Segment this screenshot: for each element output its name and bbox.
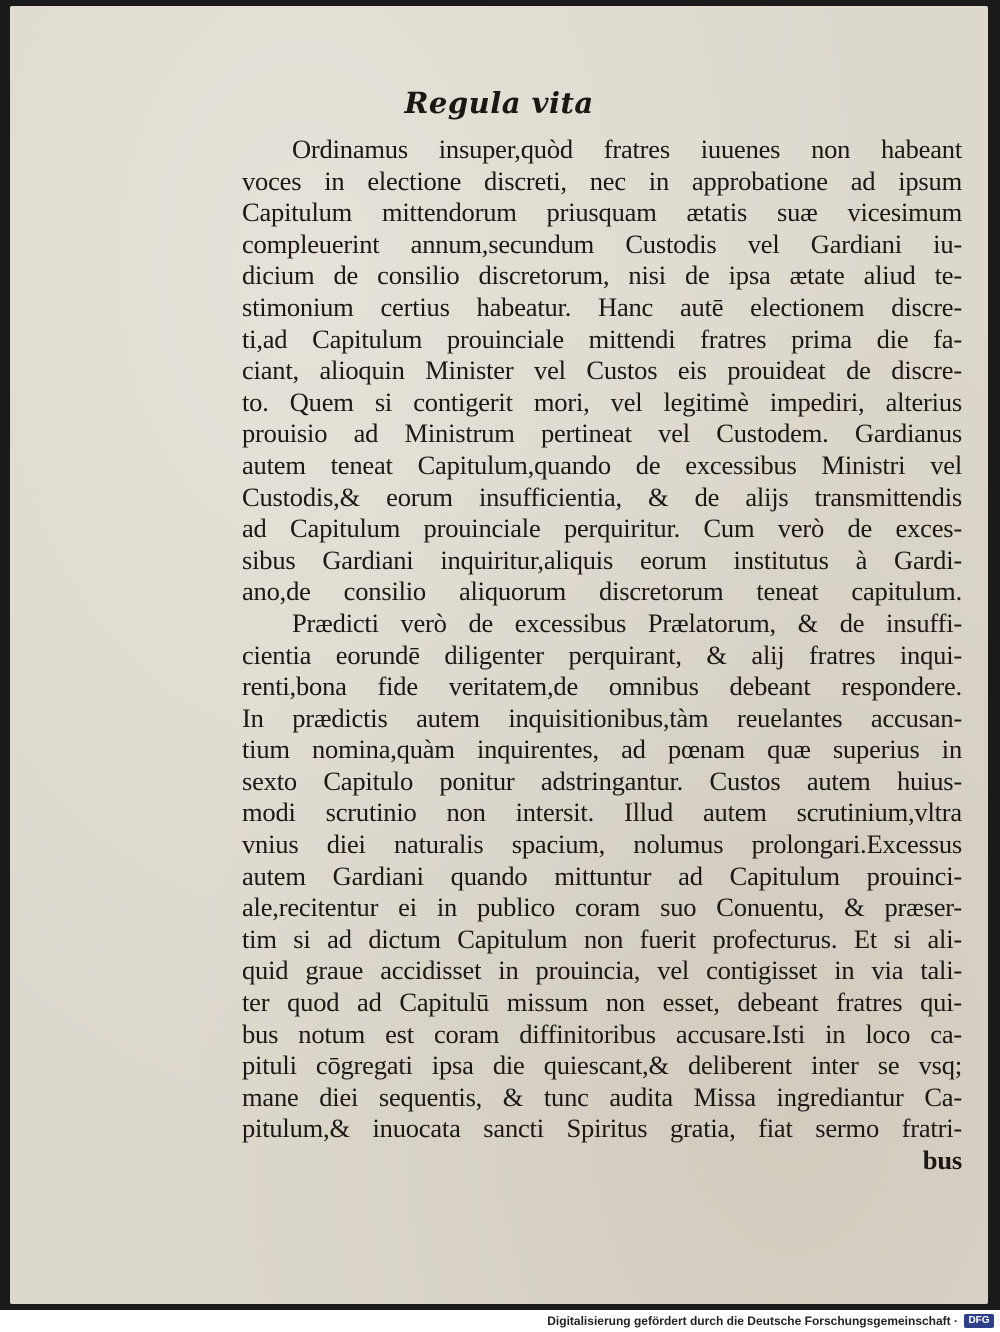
text-line: prouisio ad Ministrum pertineat vel Custodem. Gardianus (242, 418, 962, 449)
text-line: sibus Gardiani inquiritur,aliquis eorum institutus à Gardi- (242, 544, 962, 575)
text-line: autem Gardiani quando mittuntur ad Capitulum prouinci- (242, 860, 962, 891)
text-line: ter quod ad Capitulū missum non esset, debeant fratres qui- (242, 987, 962, 1018)
footer-bar (0, 1310, 1000, 1332)
book-page (10, 6, 988, 1304)
text-line: ano,de consilio aliquorum discretorum teneat capitulum. (242, 576, 962, 607)
text-line: ciant, alioquin Minister vel Custos eis prouideat de discre- (242, 355, 962, 386)
text-line: tim si ad dictum Capitulum non fuerit profecturus. Et si ali- (242, 923, 962, 954)
text-line: mane diei sequentis, & tunc audita Missa ingrediantur Ca- (242, 1081, 962, 1112)
text-line: compleuerint annum,secundum Custodis vel Gardiani iu- (242, 228, 962, 259)
text-line: bus notum est coram diffinitoribus accusare.Isti in loco ca- (242, 1018, 962, 1049)
funding-notice: Digitalisierung gefördert durch die Deutsche Forschungsgemeinschaft · (547, 1314, 958, 1328)
text-line: sexto Capitulo ponitur adstringantur. Custos autem huius- (242, 765, 962, 796)
dfg-logo-icon: DFG (964, 1314, 994, 1328)
text-line: Custodis,& eorum insufficientia, & de alijs transmittendis (242, 481, 962, 512)
text-line: cientia eorundē diligenter perquirant, & alij fratres inqui- (242, 639, 962, 670)
text-line: quid graue accidisset in prouincia, vel contigisset in via tali- (242, 955, 962, 986)
catchword: bus (922, 1145, 962, 1175)
text-block (242, 134, 962, 1177)
text-line: Prædicti verò de excessibus Prælatorum, & de insuffi- (292, 607, 962, 638)
running-head: Regula vita (404, 86, 594, 120)
text-line: voces in electione discreti, nec in approbatione ad ipsum (242, 165, 962, 196)
text-line: ad Capitulum prouinciale perquiritur. Cum verò de exces- (242, 513, 962, 544)
text-line: pitulum,& inuocata sancti Spiritus gratia, fiat sermo fratri- (242, 1113, 962, 1144)
text-line: In prædictis autem inquisitionibus,tàm reuelantes accusan- (242, 702, 962, 733)
text-line: ti,ad Capitulum prouinciale mittendi fratres prima die fa- (242, 323, 962, 354)
text-line: stimonium certius habeatur. Hanc autē electionem discre- (242, 291, 962, 322)
text-line: dicium de consilio discretorum, nisi de ipsa ætate aliud te- (242, 260, 962, 291)
text-line: tium nomina,quàm inquirentes, ad pœnam quæ superius in (242, 734, 962, 765)
text-line: Ordinamus insuper,quòd fratres iuuenes non habeant (292, 134, 962, 164)
text-line: Capitulum mittendorum priusquam ætatis suæ vicesimum (242, 197, 962, 228)
text-line: autem teneat Capitulum,quando de excessibus Ministri vel (242, 449, 962, 480)
text-line: renti,bona fide veritatem,de omnibus debeant respondere. (242, 671, 962, 702)
text-line: to. Quem si contigerit mori, vel legitimè impediri, alterius (242, 386, 962, 417)
catchword-line (242, 1145, 962, 1177)
text-line: pituli cōgregati ipsa die quiescant,& deliberent inter se vsq; (242, 1050, 962, 1081)
text-line: vnius diei naturalis spacium, nolumus prolongari.Excessus (242, 829, 962, 860)
text-line: ale,recitentur ei in publico coram suo Conuentu, & præser- (242, 892, 962, 923)
text-line: modi scrutinio non intersit. Illud autem scrutinium,vltra (242, 797, 962, 828)
